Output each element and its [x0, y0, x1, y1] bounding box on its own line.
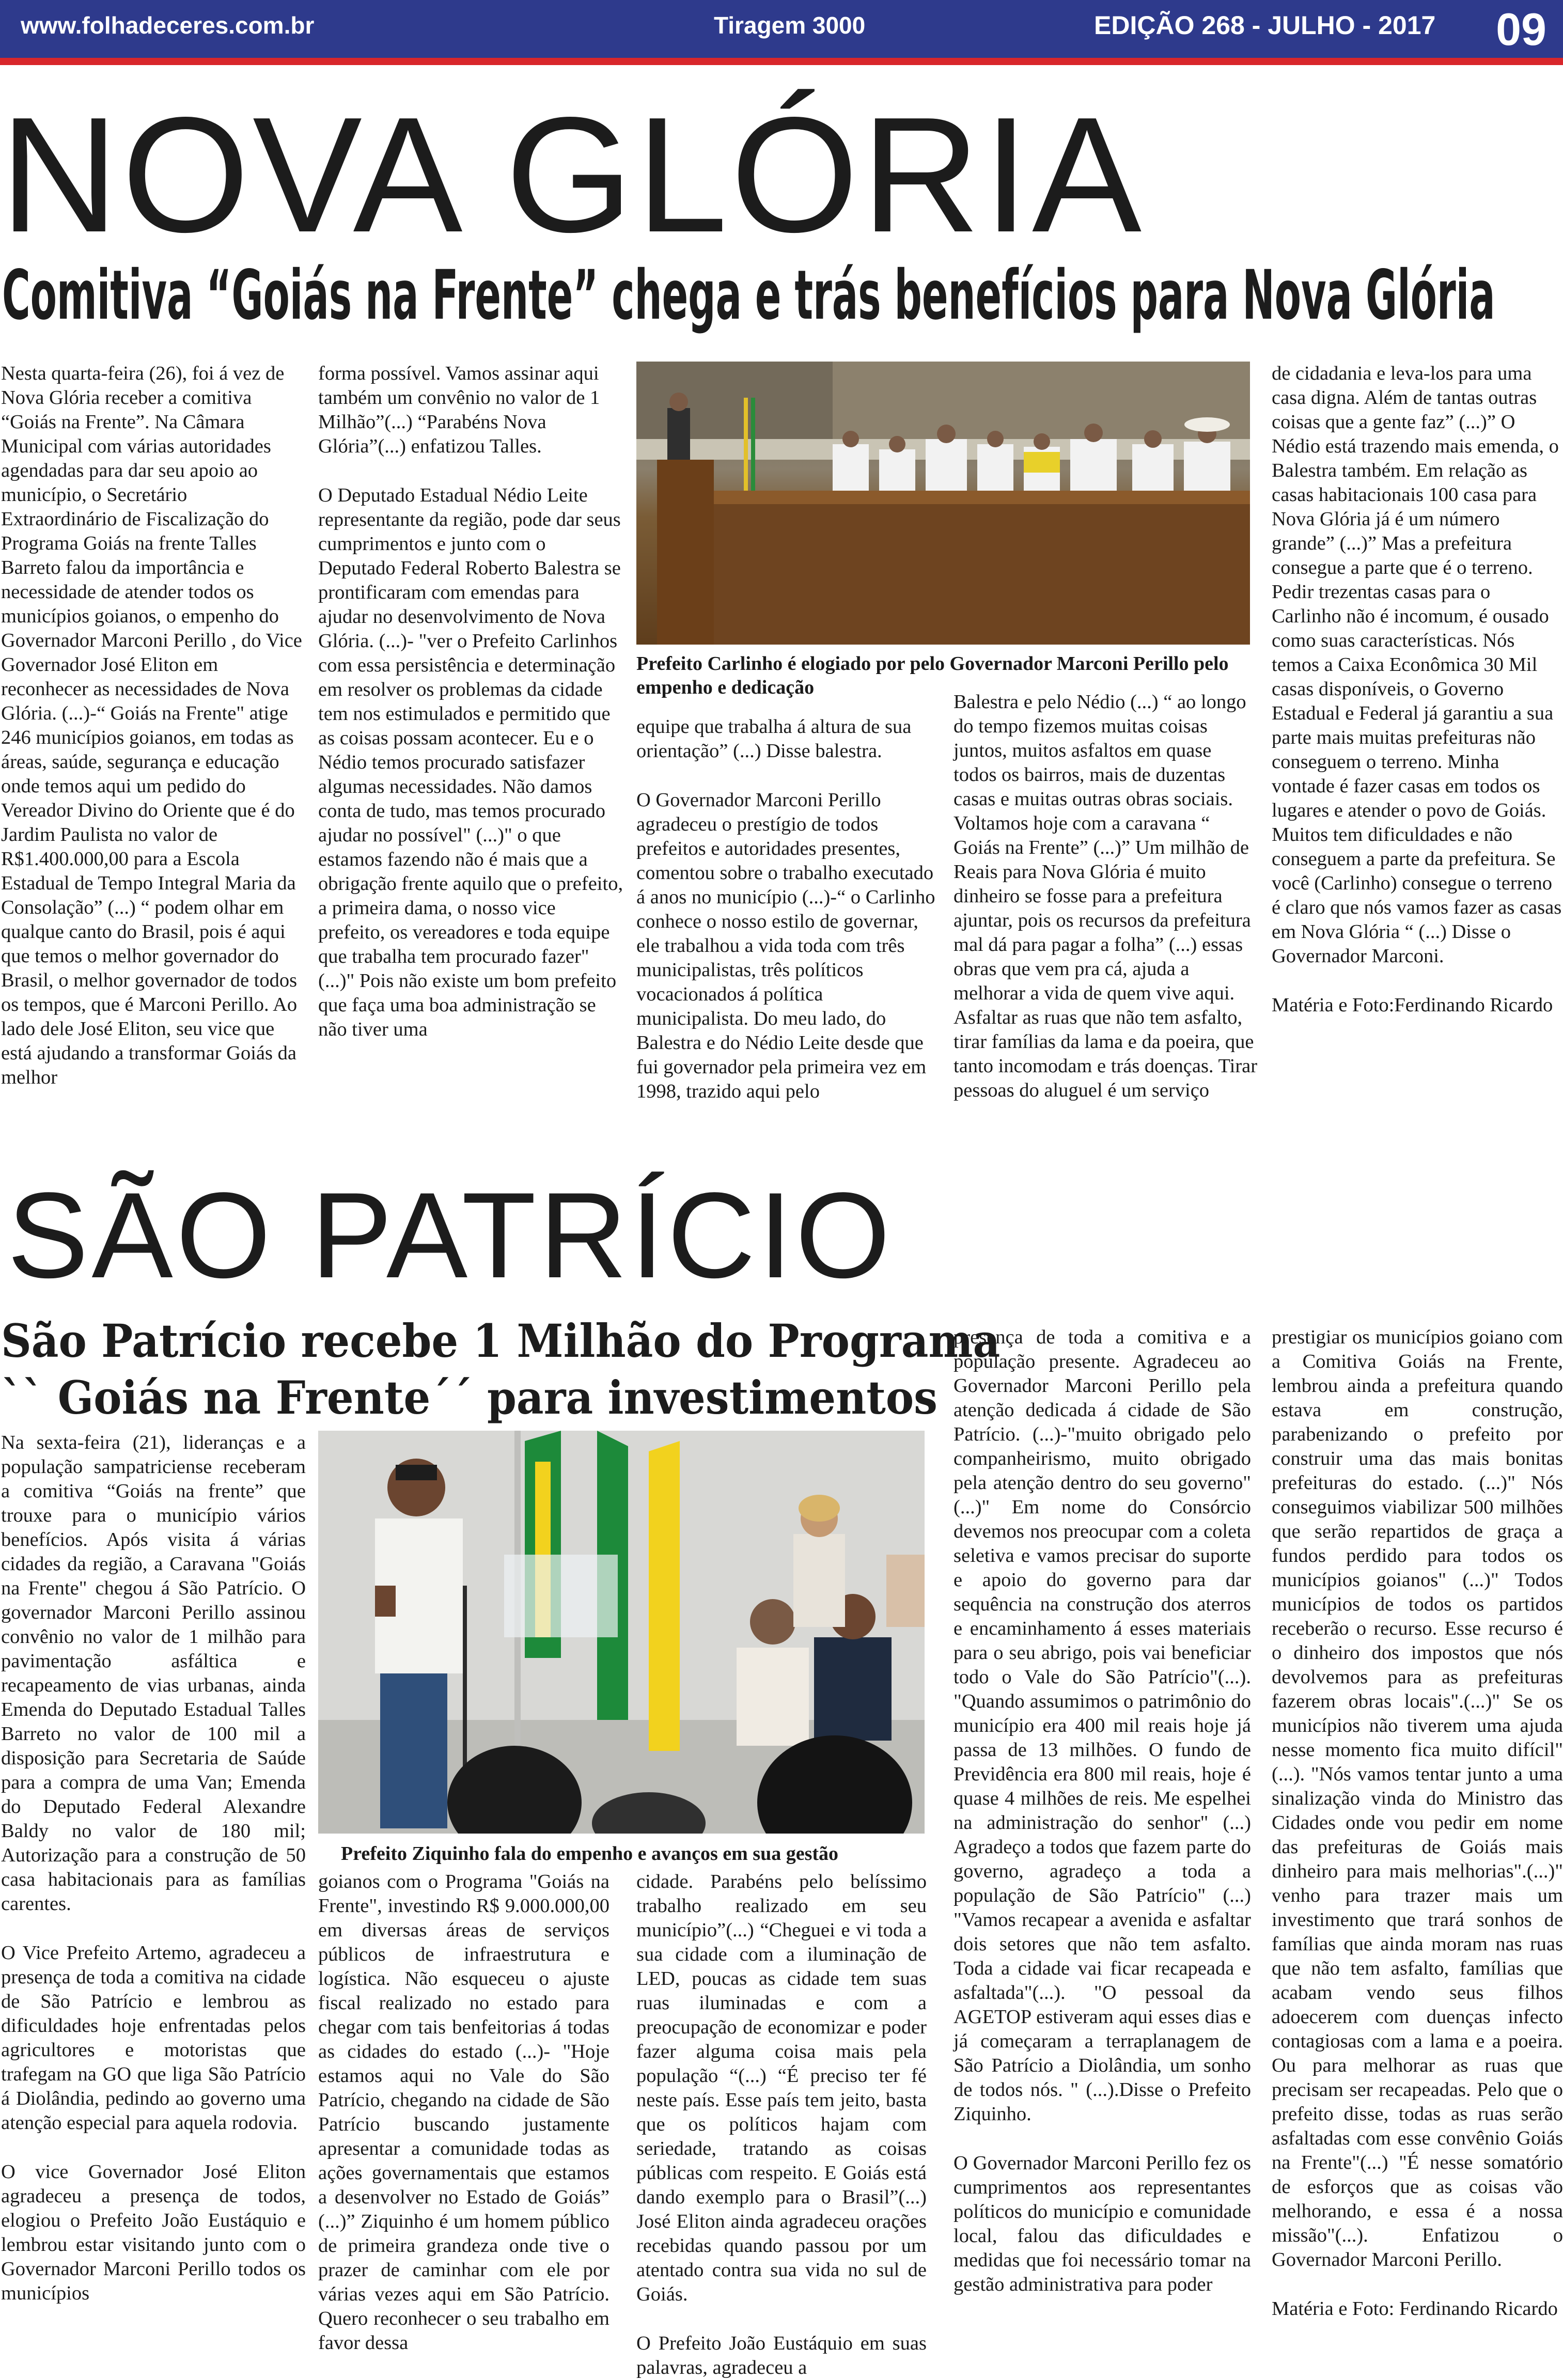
- photo-caption-sao-patricio: Prefeito Ziquinho fala do empenho e avanços em sua gestão: [341, 1843, 839, 1865]
- article1-column-2: [318, 362, 624, 1042]
- article1-column-3: [636, 715, 939, 1104]
- header-red-rule: [0, 58, 1563, 65]
- article2-credit: Matéria e Foto: Ferdinando Ricardo: [1272, 2298, 1558, 2320]
- photo-caption-nova-gloria: Prefeito Carlinho é elogiado por pelo Governador Marconi Perillo pelo empenho e dedicação: [636, 653, 1229, 698]
- article2-col3-para1: cidade. Parabéns pelo belíssimo trabalho realizado em seu município”(...) “Cheguei e vi toda a sua cidade com a iluminação de LED, poucas as cidade tem suas ruas iluminadas e com a preocupação de economizar e poder fazer alguma coisa mais pela população “(...) “É preciso ter fé neste país. Esse país tem jeito, basta que os políticos hajam com seriedade, tratando as coisas públicas com respeito. E Goiás está dando exemplo para o Brasil”(...) José Eliton ainda agradeceu orações recebidas quando passou por um atentado contra sua vida no sul de Goiás.: [636, 1871, 927, 2305]
- headline-sao-patricio-line2: `` Goiás na Frente´´ para investimentos: [1, 1371, 937, 1424]
- article2-col3-para2: O Prefeito João Eustáquio em suas palavras, agradeceu a: [636, 2332, 927, 2378]
- section-title-sao-patricio: SÃO PATRÍCIO: [7, 1167, 894, 1304]
- article2-column-4: [954, 1325, 1251, 2297]
- page-number: 09: [1496, 4, 1546, 55]
- article1-col3-para1: equipe que trabalha á altura de sua orientação” (...) Disse balestra.: [636, 716, 912, 762]
- chamber-scene: [636, 362, 1250, 645]
- article1-col3-para2: O Governador Marconi Perillo agradeceu o prestígio de todos prefeitos e autoridades presentes, comentou sobre o trabalho executado á anos no município (...)-“ o Carlinho conhece o nosso estilo de governar, ele trabalhou a vida toda com três municipalistas, três políticos vocacionados á política municipalista. Do meu lado, do Balestra e do Nédio Leite desde que fui governador pela primeira vez em 1998, trazido aqui pelo: [636, 789, 935, 1102]
- article1-col1-text: Nesta quarta-feira (26), foi á vez de Nova Glória receber a comitiva “Goiás na Frente”. Na Câmara Municipal com várias autoridades agendadas para dar seu apoio ao município, o Secretário Extraordinário de Fiscalização do Programa Goiás na frente Talles Barreto falou da importância e necessidade de atender todos os municípios goianos, o empenho do Governador Marconi Perillo , do Vice Governador José Eliton em reconhecer as necessidades de Nova Glória. (...)-“ Goiás na Frente" atige 246 municípios goianos, em todas as áreas, saúde, segurança e educação onde temos aqui um pedido do Vereador Divino do Oriente que é do Jardim Paulista no valor de R$1.400.000,00 para a Escola Estadual de Tempo Integral Maria da Consolação” (...) “ podem olhar em qualque canto do Brasil, pois é aqui que temos o melhor governador do Brasil, o melhor governador de todos os tempos, que é Marconi Perillo. Ao lado dele José Eliton, seu vice que está ajudando a transformar Goiás da melhor: [1, 363, 302, 1088]
- photo-nova-gloria: [636, 362, 1250, 645]
- article2-col4-para1: presença de toda a comitiva e a população presente. Agradeceu ao Governador Marconi Perillo pela atenção dedicada á cidade de São Patrício. (...)-"muito obrigado pelo companheirismo, muito obrigado pela atenção dentro do seu governo"(...)" Em nome do Consórcio devemos nos preocupar com a coleta seletiva e vamos precisar do suporte e apoio do governo para dar sequência na construção dos aterros e encaminhamento á esses materiais para o seu abrigo, pois vai beneficiar todo o Vale do São Patrício"(...). "Quando assumimos o patrimônio do município era 400 mil reais hoje já passa de 13 milhões. O fundo de Previdência era 800 mil reais, hoje é quase 4 milhões de reis. Me espelhei na administração do senhor" (...) Agradeço a todos que fazem parte do governo, agradeço a toda a população de São Patrício" (...) "Vamos recapear a avenida e asfaltar dois setores que não tem asfalto. Toda a cidade vai ficar recapeada e asfaltada"(...). "O pessoal da AGETOP estiveram aqui esses dias e já começaram a terraplanagem de São Patrício a Diolândia, um sonho de todos nós. " (...).Disse o Prefeito Ziquinho.: [954, 1326, 1251, 2125]
- article2-col4-para2: O Governador Marconi Perillo fez os cumprimentos aos representantes políticos do município e comunidade local, falou das dificuldades e medidas que foi necessário tomar na gestão administrativa para poder: [954, 2152, 1251, 2295]
- article2-col2-text: goianos com o Programa "Goiás na Frente", investindo R$ 9.000.000,00 em diversas áreas de serviços públicos de infraestrutura e logística. Não esqueceu o ajuste fiscal realizado no estado para chegar com tais benfeitorias á todas as cidades do estado (...)- "Hoje estamos aqui no Vale do São Patrício, chegando na cidade de São Patrício buscando justamente apresentar a comunidade todas as ações governamentais que estamos a desenvolver no Estado de Goiás” (...)” Ziquinho é um homem público de primeira grandeza onde tive o prazer de caminhar com ele por várias vezes aqui em São Patrício. Quero reconhecer o seu trabalho em favor dessa: [318, 1871, 609, 2354]
- article2-column-3: [636, 1870, 927, 2380]
- article2-col5-text: prestigiar os municípios goiano com a Comitiva Goiás na Frente, lembrou ainda a prefeitura quando estava em construção, parabenizando o prefeito por construir uma das mais bonitas prefeituras do estado. (...)" Nós conseguimos viabilizar 500 milhões que serão repartidos de graça a fundos perdido para todos os municípios goianos" (...)" Todos municípios de todos os partidos receberão o recurso. Esse recurso é o dinheiro dos impostos que nós devolvemos para as prefeituras fazerem obras locais".(...)" Se os municípios não tiverem uma ajuda nesse momento fica muito difícil" (...). "Nós vamos tentar junto a uma sinalização vinda do Ministro das Cidades onde vou pedir em nome das prefeituras de Goiás mais dinheiro para mais melhorias".(...)" venho para trazer mais um investimento que trará sonhos de famílias que ainda moram nas ruas que não tem asfalto, famílias que acabam vendo seus filhos adoecerem com duenças infecto contagiosas com a lama e a poeira. Ou para melhorar as ruas que precisam ser recapeadas. Pelo que o prefeito disse, todas as ruas serão asfaltadas com esse convênio Goiás na Frente"(...) "É nesse somatório de esforços que as coisas vão melhorando, e essa é a nossa missão"(...). Enfatizou o Governador Marconi Perillo.: [1272, 1326, 1563, 2271]
- website-url[interactable]: www.folhadeceres.com.br: [21, 12, 315, 39]
- circulation-label: Tiragem 3000: [714, 12, 866, 39]
- article1-col4-text: Balestra e pelo Nédio (...) “ ao longo do tempo fizemos muitas coisas juntos, muitos asfaltos em quase todos os bairros, mais de duzentas casas e muitas outras obras sociais. Voltamos hoje com a caravana “ Goiás na Frente” (...)” Um milhão de Reais para Nova Glória é muito dinheiro se fosse para a prefeitura ajuntar, pois os recursos da prefeitura mal dá para pagar a folha” (...) essas obras que vem pra cá, ajuda a melhorar a vida de quem vive aqui. Asfaltar as ruas que não tem asfalto, tirar famílias da lama e da poeira, que tanto incomodam e trás doenças. Tirar pessoas do aluguel é um serviço: [954, 691, 1258, 1101]
- article2-column-1: [1, 1431, 306, 2306]
- headline-sao-patricio-line1: São Patrício recebe 1 Milhão do Programa: [1, 1314, 1001, 1368]
- article2-col1-para3: O vice Governador José Eliton agradeceu a presença de todos, elogiou o Prefeito João Eustáquio e lembrou estar visitando junto com o Governador Marconi Perillo todos os municípios: [1, 2161, 306, 2304]
- photo-sao-patricio: [318, 1431, 925, 1834]
- article1-col2-para2: O Deputado Estadual Nédio Leite representante da região, pode dar seus cumprimentos e junto com o Deputado Federal Roberto Balestra se prontificaram com emendas para ajudar no desenvolvimento de Nova Glória. (...)- "ver o Prefeito Carlinhos com essa persistência e determinação em resolver os problemas da cidade tem nos estimulados e permitido que as coisas possam acontecer. Eu e o Nédio temos procurado satisfazer algumas necessidades. Não damos conta de tudo, mas temos procurado ajudar no possível" (...)" o que estamos fazendo não é mais que a obrigação frente aquilo que o prefeito, a primeira dama, o nosso vice prefeito, os vereadores e toda equipe que trabalha tem procurado fazer"(...)" Pois não existe um bom prefeito que faça uma boa administração se não tiver uma: [318, 484, 623, 1040]
- speech-scene: [318, 1431, 925, 1834]
- headline-nova-gloria: Comitiva “Goiás na Frente” chega e trás benefícios para Nova Glória: [2, 256, 1495, 335]
- article1-column-5: [1272, 362, 1563, 1017]
- article1-col5-text: de cidadania e leva-los para uma casa digna. Além de tantas outras coisas que a gente faz” (...)” O Nédio está trazendo mais emenda, o Balestra também. Em relação as casas habitacionais 100 casa para Nova Glória já é um número grande” (...)” Mas a prefeitura consegue a parte que é o terreno. Pedir trezentas casas para o Carlinho não é incomum, é ousado como suas características. Nós temos a Caixa Econômica 30 Mil casas disponíveis, o Governo Estadual e Federal já garantiu a sua parte mais muitas prefeituras não conseguem o terreno. Minha vontade é fazer casas em todos os lugares e atender o povo de Goiás. Muitos tem dificuldades e não conseguem a parte da prefeitura. Se você (Carlinho) consegue o terreno é claro que nós vamos fazer as casas em Nova Glória “ (...) Disse o Governador Marconi.: [1272, 363, 1562, 967]
- article1-credit: Matéria e Foto:Ferdinando Ricardo: [1272, 994, 1553, 1016]
- article1-column-1: [1, 362, 306, 1090]
- article2-col1-para2: O Vice Prefeito Artemo, agradeceu a presença de toda a comitiva na cidade de São Patrício e lembrou as dificuldades hoje enfrentadas pelos agricultores e motoristas que trafegam na GO que liga São Patrício á Diolândia, pedindo ao governo uma atenção especial para aquela rodovia.: [1, 1942, 306, 2134]
- edition-label: EDIÇÃO 268 - JULHO - 2017: [1094, 11, 1436, 40]
- article2-col1-para1: Na sexta-feira (21), lideranças e a população sampatriciense receberam a comitiva “Goiás na frente” que trouxe para o município vários benefícios. Após visita á várias cidades da região, a Caravana "Goiás na Frente" chegou á São Patrício. O governador Marconi Perillo assinou convênio no valor de 1 milhão para pavimentação asfáltica e recapeamento de vias urbanas, ainda Emenda do Deputado Estadual Talles Barreto no valor de 100 mil a disposição para Secretaria de Saúde para a compra de uma Van; Emenda do Deputado Federal Alexandre Baldy no valor de 180 mil; Autorização para a construção de 50 casa habitacionais para as famílias carentes.: [1, 1432, 306, 1915]
- article1-column-4: [954, 690, 1258, 1103]
- article2-column-5: [1272, 1325, 1563, 2321]
- article2-column-2: [318, 1870, 609, 2355]
- section-title-nova-gloria: NOVA GLÓRIA: [0, 83, 1145, 267]
- article1-col2-para1: forma possível. Vamos assinar aqui também um convênio no valor de 1 Milhão”(...) “Parabéns Nova Glória”(...) enfatizou Talles.: [318, 363, 600, 457]
- header-bar: [0, 0, 1563, 58]
